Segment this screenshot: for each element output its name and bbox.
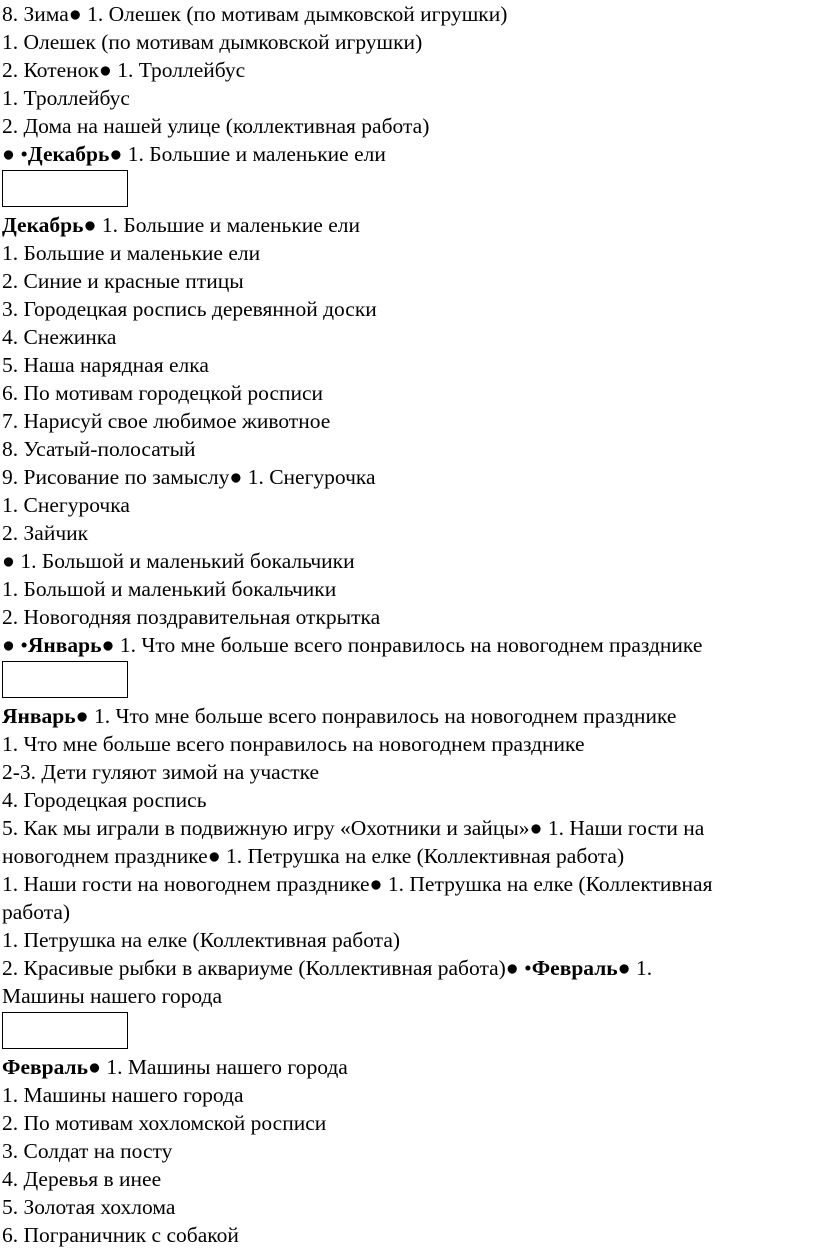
- text-line: 2. Котенок● 1. Троллейбус: [2, 58, 246, 82]
- month-title: Январь: [2, 704, 76, 728]
- empty-table-cell: [2, 170, 128, 207]
- bullet-prefix: ● •: [2, 142, 28, 166]
- list-item: 6. По мотивам городецкой росписи: [2, 381, 324, 405]
- list-item: ● 1. Большой и маленький бокальчики: [2, 549, 355, 573]
- list-item: 1. Большой и маленький бокальчики: [2, 577, 337, 601]
- heading-prefix: 2. Красивые рыбки в аквариуме (Коллективная работа)● •: [2, 956, 532, 980]
- heading-suffix: ● 1.: [617, 956, 653, 980]
- list-item: 5. Как мы играли в подвижную игру «Охотники и зайцы»● 1. Наши гости на: [2, 816, 705, 840]
- section-suffix: ● 1. Машины нашего города: [87, 1055, 348, 1079]
- list-item: 7. Нарисуй свое любимое животное: [2, 409, 331, 433]
- list-item: 4. Городецкая роспись: [2, 788, 207, 812]
- empty-table-cell: [2, 661, 128, 698]
- list-item: 6. Пограничник с собакой: [2, 1223, 239, 1247]
- bullet-prefix: ● •: [2, 633, 28, 657]
- december-heading-line: [2, 140, 814, 168]
- month-title: Февраль: [531, 956, 618, 980]
- list-item: 1. Большие и маленькие ели: [2, 241, 261, 265]
- february-heading-line: [2, 954, 814, 982]
- list-item: 2. Зайчик: [2, 521, 89, 545]
- section-suffix: ● 1. Большие и маленькие ели: [83, 213, 360, 237]
- list-item: 1. Снегурочка: [2, 493, 130, 517]
- list-item: новогоднем празднике● 1. Петрушка на елке (Коллективная работа): [2, 844, 625, 868]
- heading-continuation: Машины нашего города: [2, 984, 222, 1008]
- list-item: 5. Золотая хохлома: [2, 1195, 176, 1219]
- month-title: Январь: [27, 633, 102, 657]
- month-title: Декабрь: [27, 142, 110, 166]
- list-item: 1. Петрушка на елке (Коллективная работа): [2, 928, 401, 952]
- month-title: Декабрь: [2, 213, 84, 237]
- list-item: 5. Наша нарядная елка: [2, 353, 209, 377]
- heading-suffix: ● 1. Что мне больше всего понравилось на новогоднем празднике: [101, 633, 703, 657]
- list-item: 8. Усатый-полосатый: [2, 437, 196, 461]
- section-suffix: ● 1. Что мне больше всего понравилось на новогоднем празднике: [75, 704, 677, 728]
- text-line: 2. Дома на нашей улице (коллективная работа): [2, 114, 430, 138]
- empty-table-cell: [2, 1012, 128, 1049]
- list-item: работа): [2, 900, 71, 924]
- january-heading-line: [2, 631, 814, 659]
- list-item: 4. Снежинка: [2, 325, 117, 349]
- list-item: 2. Синие и красные птицы: [2, 269, 244, 293]
- list-item: 2. Новогодняя поздравительная открытка: [2, 605, 381, 629]
- list-item: 1. Наши гости на новогоднем празднике● 1. Петрушка на елке (Коллективная: [2, 872, 713, 896]
- february-section-title: [2, 1053, 814, 1081]
- list-item: 2-3. Дети гуляют зимой на участке: [2, 760, 320, 784]
- text-line: 1. Троллейбус: [2, 86, 130, 110]
- list-item: 4. Деревья в инее: [2, 1167, 162, 1191]
- list-item: 1. Что мне больше всего понравилось на новогоднем празднике: [2, 732, 585, 756]
- heading-suffix: ● 1. Большие и маленькие ели: [109, 142, 386, 166]
- text-line: 8. Зима● 1. Олешек (по мотивам дымковской игрушки): [2, 2, 508, 26]
- january-section-title: [2, 702, 814, 730]
- month-title: Февраль: [2, 1055, 88, 1079]
- list-item: 2. По мотивам хохломской росписи: [2, 1111, 327, 1135]
- december-section-title: [2, 211, 814, 239]
- document-body: [2, 0, 814, 1249]
- list-item: 3. Городецкая роспись деревянной доски: [2, 297, 377, 321]
- text-line: 1. Олешек (по мотивам дымковской игрушки): [2, 30, 423, 54]
- list-item: 9. Рисование по замыслу● 1. Снегурочка: [2, 465, 376, 489]
- list-item: 3. Солдат на посту: [2, 1139, 173, 1163]
- list-item: 1. Машины нашего города: [2, 1083, 244, 1107]
